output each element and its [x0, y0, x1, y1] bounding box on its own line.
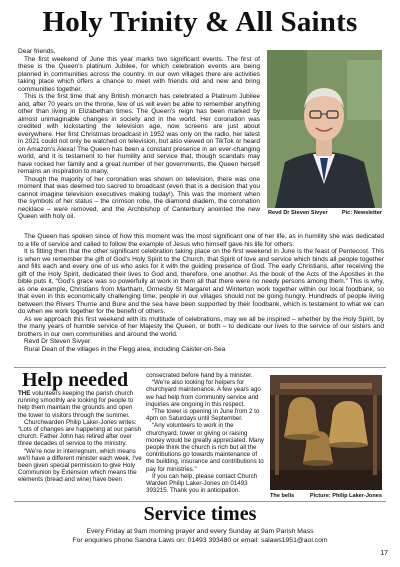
- photo-bells: [270, 375, 382, 490]
- help-needed-heading: Help needed: [22, 369, 129, 391]
- bells-caption-label: The bells: [270, 493, 295, 499]
- help-lead-word: THE: [18, 390, 31, 397]
- section-divider: [14, 367, 386, 368]
- help-paragraph: Churchwarden Philip Laker-Jones writes: “Lots of changes are happening at our parish church. Father John has retired after over three decades of service to the ministry.: [18, 418, 142, 448]
- letter-salutation: Dear friends,: [18, 48, 56, 55]
- letter-paragraph: As we approach this first weekend with its multitude of celebrations, may we all be inspired – whether by the Holy Spirit, by the many years of humble service of her Majesty the Queen, or both – to dedicate our lives to the service of our sisters and brothers in our own communities and around the world.: [18, 315, 384, 338]
- section-divider: [14, 501, 386, 502]
- letter-paragraph: The first weekend of June this year marks two significant events. The first of these is the Queen's platinum Jubilee, for which celebration events are being planned in communities across the country. In our own villages there are activities taking place which offers a chance to meet with friends old and new and bring communities together.: [18, 55, 260, 93]
- photo-caption: [268, 210, 382, 216]
- help-column-2: [146, 372, 266, 494]
- help-paragraph: If you can help, please contact Church Warden Philip Laker-Jones on 01493 393215. Thank you in anticipation.: [146, 472, 258, 495]
- help-paragraph: consecrated before hand by a minister.: [146, 372, 253, 379]
- service-times-heading: Service times: [143, 503, 257, 525]
- photo-steven-sivyer: [267, 50, 382, 208]
- page-number: 17: [380, 550, 388, 557]
- photo-caption-name: Revd Dr Steven Sivyer: [268, 210, 328, 216]
- portrait-image: [267, 50, 382, 208]
- photo-credit: Pic: Newsletter: [341, 210, 382, 216]
- bells-photo-credit: Picture: Philip Laker-Jones: [309, 493, 382, 499]
- letter-signature-name: Revd Dr Steven Sivyer: [24, 338, 91, 345]
- letter-signature-role: Rural Dean of the villages in the Flegg area, including Caister-on-Sea: [24, 345, 226, 353]
- help-column-1: [18, 390, 142, 484]
- letter-column: [18, 48, 260, 221]
- service-times-line: Every Friday at 9am morning prayer and every Sunday at 9am Parish Mass: [86, 528, 314, 535]
- bells-caption: [270, 493, 382, 499]
- help-paragraph: “We're now in interregnum, which means we'll have a different minister each week. I've been given special permission to give Holy Communion by Extension which means the elements (bread and wine) have been: [18, 447, 142, 484]
- letter-continued: [18, 233, 384, 353]
- help-paragraph: “Any volunteers to work in the churchyard, tower or giving or raising money would be greatly appreciated. Many people think the church is rich but all the contributions go towards maintenance of the building, insurance and contributions to pay for ministries.”: [146, 422, 264, 473]
- help-paragraph: “The tower is opening in June from 2 to 4pm on Saturdays until September.: [146, 408, 260, 423]
- letter-paragraph: It is fitting then that the other significant celebration taking place on the first weekend in June is the feast of Pentecost. This is when we remember the gift of God's Holy Spirit to the Church, that Spirit of love and service which binds all people together and fills each and every one of us who asks for it with the guiding presence of God. The early Christians, after receiving the gift of the Holy Spirit, dedicated their lives to God and, therefore, one another. As the book of the Acts of the Apostles in the bible puts it, “God's grace was so powerfully at work in them all that there were no needy persons among them.” This is why, as one example, Christians from Martham, Ormesby St Margaret and Winterton work together within our local foodbank, so that even in this economically challenging time, people in our villages should not be going hungry. Hundreds of people living between the Rivers Thurne and Bure and the sea have been supported by their foodbank, which is testament to what we can do when we work together for the benefit of others.: [18, 248, 384, 315]
- help-paragraph: “We're also looking for helpers for churchyard maintenance. A few years ago we had help from community service and inquiries are ongoing in this respect.: [146, 379, 261, 408]
- letter-paragraph: The Queen has spoken since of how this moment was the most significant one of her life, as in humility she was dedicated to a life of service and called to follow the example of Jesus who himself gave his life for others.: [18, 233, 384, 248]
- service-contact-line: For enquiries phone Sandra Laws on: 01493 393480 or email: salaws1951@aol.com: [72, 537, 328, 544]
- page-title: Holy Trinity & All Saints: [42, 6, 358, 38]
- letter-paragraph: Though the majority of her coronation was shown on television, there was one moment that was deemed too sacred to broadcast (even that is a decision that you cannot imagine television executives making today!). This was the moment when the symbols of her status – the crimson robe, the diamond diadem, the coronation necklace – were removed, and the Archbishop of Canterbury anointed the new Queen with holy oil.: [18, 175, 260, 220]
- help-paragraph: volunteers keeping the parish church running smoothly are looking for people to help them maintain the grounds and open the tower to visitors through the summer.: [18, 390, 134, 419]
- letter-paragraph: This is the first time that any British monarch has celebrated a Platinum Jubilee and, after 70 years on the throne, few of us will even be able to remember anything other than living in Elizabethan times. The Queen's reign has been marked by almost unimaginable changes in society and in the world. Her coronation was credited with kickstarting the television age, now screens are just about everywhere. Her first Christmas broadcast in 1952 was only on the radio, her latest in 2021 could not only be watched on television, but also viewed on TikTok or heard on Amazon's Alexa! The Queen has been a constant presence in an ever-changing world, and it is testament to her humility and service that, though scandals may have rocked her family and a great number of her governments, the Queen herself remains an inspiration to many.: [18, 93, 260, 175]
- bells-image: [270, 375, 382, 490]
